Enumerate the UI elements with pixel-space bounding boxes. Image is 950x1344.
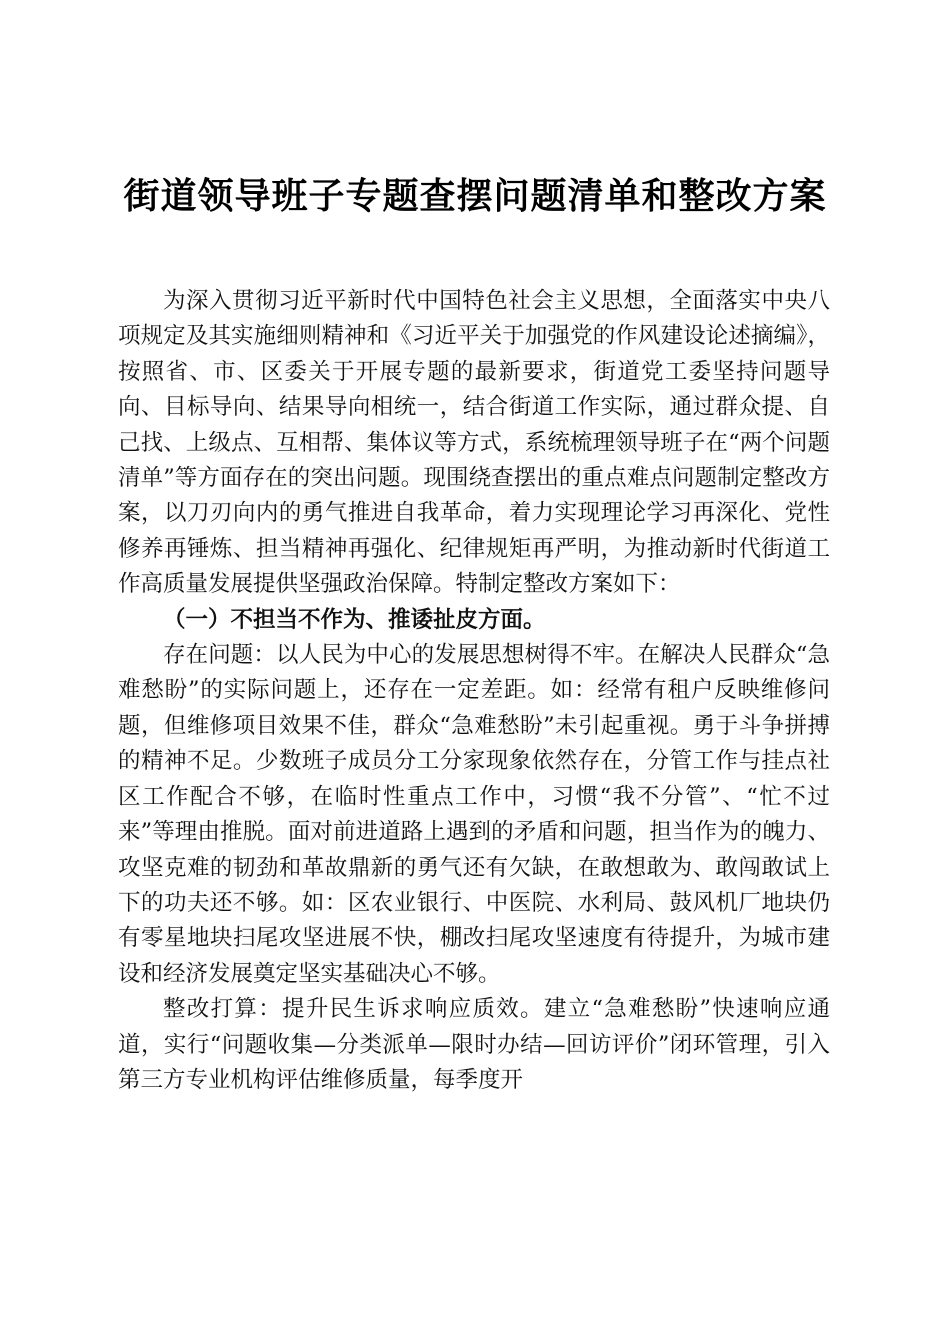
section-heading: （一）不担当不作为、推诿扯皮方面。 [163, 606, 546, 633]
document-body [118, 284, 830, 1098]
rectification-paragraph: 整改打算：提升民生诉求响应质效。建立“急难愁盼”快速响应通道，实行“问题收集—分类派单—限时办结—回访评价”闭环管理，引入第三方专业机构评估维修质量，每季度开 [118, 996, 830, 1093]
problem-paragraph: 存在问题：以人民为中心的发展思想树得不牢。在解决人民群众“急难愁盼”的实际问题上，还存在一定差距。如：经常有租户反映维修问题，但维修项目效果不佳，群众“急难愁盼”未引起重视。勇于斗争拼搏的精神不足。少数班子成员分工分家现象依然存在，分管工作与挂点社区工作配合不够，在临时性重点工作中，习惯“我不分管”、“忙不过来”等理由推脱。面对前进道路上遇到的矛盾和问题，担当作为的魄力、攻坚克难的韧劲和革故鼎新的勇气还有欠缺，在敢想敢为、敢闯敢试上下的功夫还不够。如：区农业银行、中医院、水利局、鼓风机厂地块仍有零星地块扫尾攻坚进展不快，棚改扫尾攻坚速度有待提升，为城市建设和经济发展奠定坚实基础决心不够。 [118, 642, 830, 987]
document-title: 街道领导班子专题查摆问题清单和整改方案 [123, 175, 827, 217]
intro-paragraph: 为深入贯彻习近平新时代中国特色社会主义思想，全面落实中央八项规定及其实施细则精神和《习近平关于加强党的作风建设论述摘编》，按照省、市、区委关于开展专题的最新要求，街道党工委坚持问题导向、目标导向、结果导向相统一，结合街道工作实际，通过群众提、自己找、上级点、互相帮、集体议等方式，系统梳理领导班子在“两个问题清单”等方面存在的突出问题。现围绕查摆出的重点难点问题制定整改方案，以刀刃向内的勇气推进自我革命，着力实现理论学习再深化、党性修养再锤炼、担当精神再强化、纪律规矩再严明，为推动新时代街道工作高质量发展提供坚强政治保障。特制定整改方案如下： [118, 288, 830, 598]
